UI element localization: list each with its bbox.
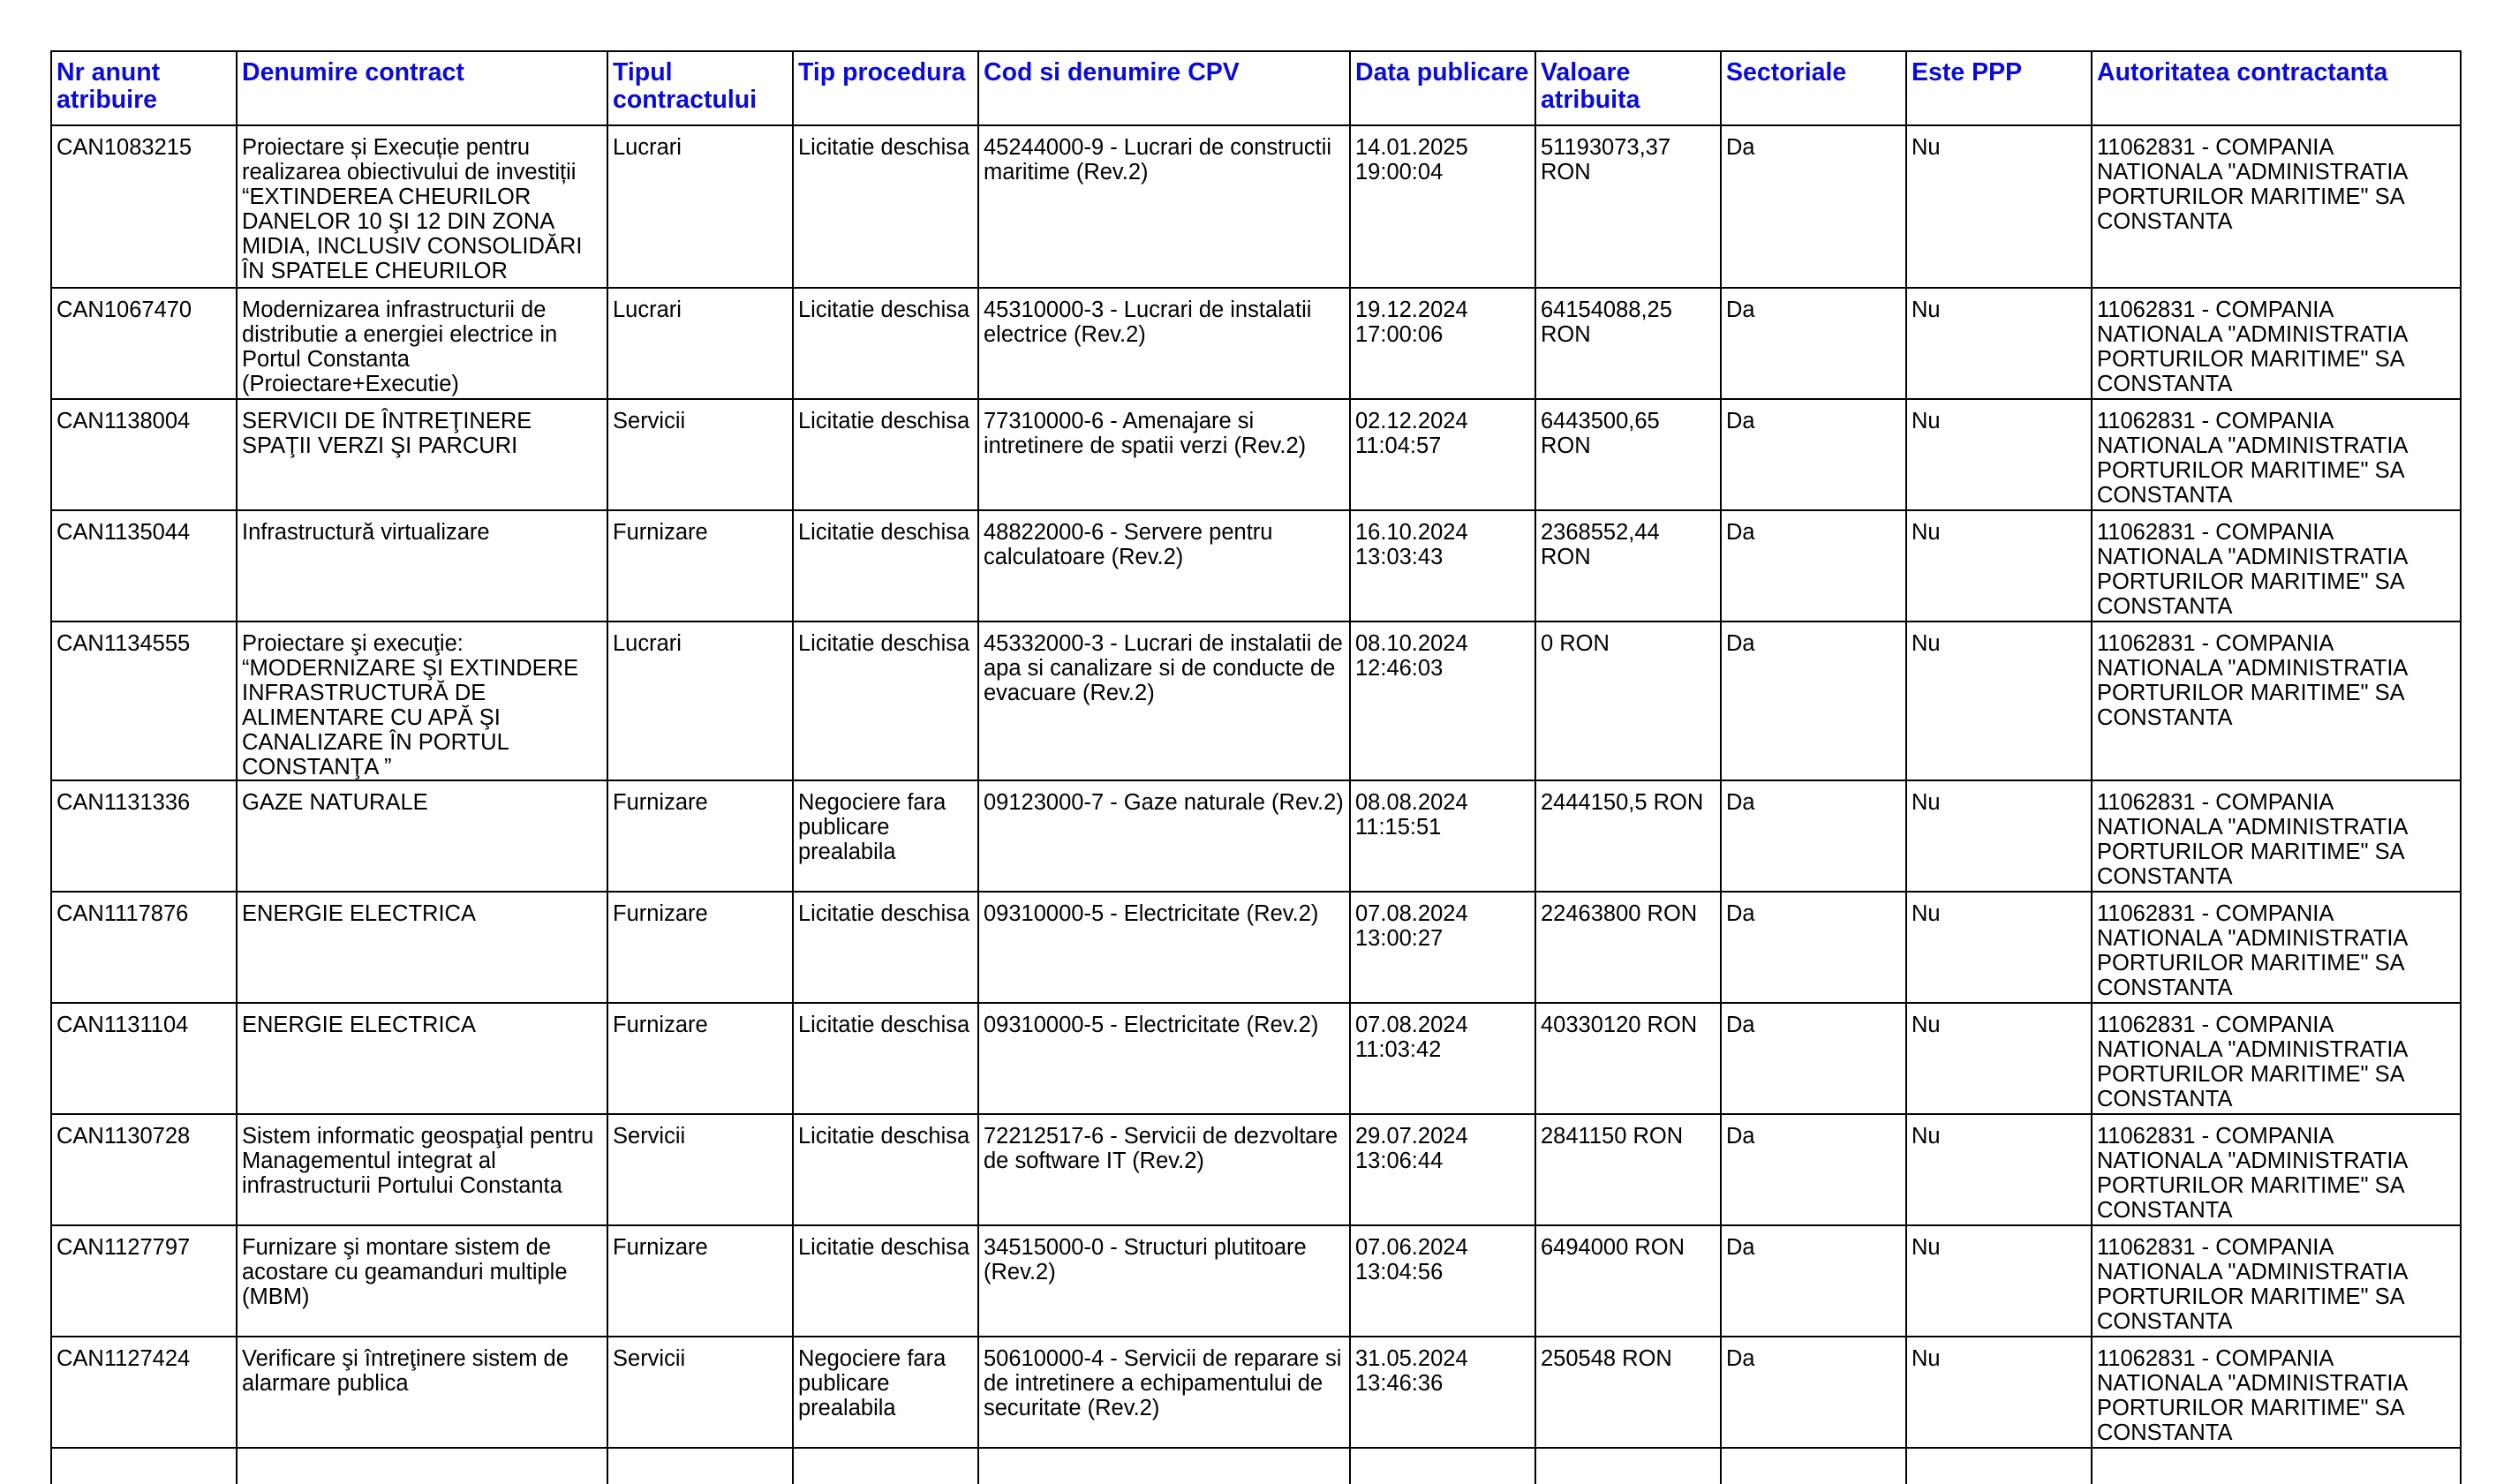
cell-sectoriale: Da	[1721, 288, 1906, 399]
cell-ppp: Nu	[1906, 621, 2092, 780]
table-row-partial	[51, 1448, 2461, 1484]
cell-valoare: 2841150 RON	[1535, 1114, 1721, 1225]
cell-data: 07.06.2024 13:04:56	[1350, 1225, 1535, 1337]
cell-tip-contract: Servicii	[607, 399, 793, 510]
cell-tip-contract: Furnizare	[607, 780, 793, 892]
cell-cpv: 45244000-9 - Lucrari de constructii maritime (Rev.2)	[978, 125, 1350, 288]
cell-sectoriale: Da	[1721, 1337, 1906, 1448]
cell-sectoriale: Da	[1721, 1114, 1906, 1225]
header-tipul-contractului: Tipul contractului	[607, 51, 793, 125]
cell-data: 31.05.2024 13:46:36	[1350, 1337, 1535, 1448]
contracts-table	[50, 50, 2462, 1484]
cell-tip-procedura: Licitatie deschisa	[793, 399, 978, 510]
cell-nr-anunt: CAN1127424	[51, 1337, 237, 1448]
cell-autoritate: 11062831 - COMPANIA NATIONALA "ADMINISTRATIA PORTURILOR MARITIME" SA CONSTANTA	[2092, 892, 2461, 1003]
cell-autoritate: 11062831 - COMPANIA NATIONALA "ADMINISTRATIA PORTURILOR MARITIME" SA CONSTANTA	[2092, 510, 2461, 621]
cell-cpv: 50610000-4 - Servicii de reparare si de intretinere a echipamentului de securitate (Rev.2)	[978, 1337, 1350, 1448]
cell-ppp: Nu	[1906, 1337, 2092, 1448]
cell-sectoriale: Da	[1721, 125, 1906, 288]
cell-autoritate: 11062831 - COMPANIA NATIONALA "ADMINISTRATIA PORTURILOR MARITIME" SA CONSTANTA	[2092, 1003, 2461, 1114]
cell-tip-procedura: Licitatie deschisa	[793, 510, 978, 621]
cell-ppp: Nu	[1906, 1225, 2092, 1337]
cell-data: 08.08.2024 11:15:51	[1350, 780, 1535, 892]
cell-nr-anunt: CAN1127797	[51, 1225, 237, 1337]
cell-valoare: 40330120 RON	[1535, 1003, 1721, 1114]
cell-valoare: 6494000 RON	[1535, 1225, 1721, 1337]
header-autoritate: Autoritatea contractanta	[2092, 51, 2461, 125]
cell-cpv: 77310000-6 - Amenajare si intretinere de spatii verzi (Rev.2)	[978, 399, 1350, 510]
cell-sectoriale: Da	[1721, 621, 1906, 780]
cell-autoritate: 11062831 - COMPANIA NATIONALA "ADMINISTRATIA PORTURILOR MARITIME" SA CONSTANTA	[2092, 1337, 2461, 1448]
cell-tip-contract: Lucrari	[607, 125, 793, 288]
header-este-ppp: Este PPP	[1906, 51, 2092, 125]
cell-valoare: 22463800 RON	[1535, 892, 1721, 1003]
cell-denumire: ENERGIE ELECTRICA	[237, 892, 607, 1003]
cell-tip-procedura: Negociere fara publicare prealabila	[793, 780, 978, 892]
cell-empty	[1350, 1448, 1535, 1484]
cell-data: 08.10.2024 12:46:03	[1350, 621, 1535, 780]
cell-cpv: 48822000-6 - Servere pentru calculatoare (Rev.2)	[978, 510, 1350, 621]
cell-empty	[51, 1448, 237, 1484]
cell-valoare: 2368552,44 RON	[1535, 510, 1721, 621]
table-row	[51, 1114, 2461, 1225]
cell-ppp: Nu	[1906, 1003, 2092, 1114]
cell-ppp: Nu	[1906, 1114, 2092, 1225]
cell-tip-procedura: Licitatie deschisa	[793, 892, 978, 1003]
cell-denumire: SERVICII DE ÎNTREŢINERE SPAŢII VERZI ŞI PARCURI	[237, 399, 607, 510]
cell-nr-anunt: CAN1138004	[51, 399, 237, 510]
cell-denumire: Sistem informatic geospaţial pentru Managementul integrat al infrastructurii Portului Constanta	[237, 1114, 607, 1225]
table-row	[51, 621, 2461, 780]
cell-tip-contract: Servicii	[607, 1114, 793, 1225]
cell-nr-anunt: CAN1135044	[51, 510, 237, 621]
cell-autoritate: 11062831 - COMPANIA NATIONALA "ADMINISTRATIA PORTURILOR MARITIME" SA CONSTANTA	[2092, 780, 2461, 892]
cell-denumire: ENERGIE ELECTRICA	[237, 1003, 607, 1114]
cell-valoare: 51193073,37 RON	[1535, 125, 1721, 288]
cell-tip-procedura: Licitatie deschisa	[793, 1114, 978, 1225]
table-row	[51, 780, 2461, 892]
cell-sectoriale: Da	[1721, 1003, 1906, 1114]
cell-ppp: Nu	[1906, 288, 2092, 399]
cell-denumire: Modernizarea infrastructurii de distributie a energiei electrice in Portul Constanta (Proiectare+Executie)	[237, 288, 607, 399]
cell-cpv: 09310000-5 - Electricitate (Rev.2)	[978, 1003, 1350, 1114]
cell-empty	[1721, 1448, 1906, 1484]
cell-tip-contract: Lucrari	[607, 621, 793, 780]
cell-ppp: Nu	[1906, 125, 2092, 288]
cell-tip-contract: Servicii	[607, 1337, 793, 1448]
cell-sectoriale: Da	[1721, 510, 1906, 621]
table-row	[51, 1225, 2461, 1337]
cell-empty	[793, 1448, 978, 1484]
cell-autoritate: 11062831 - COMPANIA NATIONALA "ADMINISTRATIA PORTURILOR MARITIME" SA CONSTANTA	[2092, 1114, 2461, 1225]
cell-data: 16.10.2024 13:03:43	[1350, 510, 1535, 621]
cell-denumire: Furnizare şi montare sistem de acostare cu geamanduri multiple (MBM)	[237, 1225, 607, 1337]
cell-autoritate: 11062831 - COMPANIA NATIONALA "ADMINISTRATIA PORTURILOR MARITIME" SA CONSTANTA	[2092, 125, 2461, 288]
table-header-row	[51, 51, 2461, 125]
cell-autoritate: 11062831 - COMPANIA NATIONALA "ADMINISTRATIA PORTURILOR MARITIME" SA CONSTANTA	[2092, 288, 2461, 399]
table-row	[51, 399, 2461, 510]
cell-valoare: 6443500,65 RON	[1535, 399, 1721, 510]
cell-data: 07.08.2024 11:03:42	[1350, 1003, 1535, 1114]
cell-nr-anunt: CAN1131104	[51, 1003, 237, 1114]
cell-tip-contract: Furnizare	[607, 1225, 793, 1337]
cell-valoare: 2444150,5 RON	[1535, 780, 1721, 892]
header-sectoriale: Sectoriale	[1721, 51, 1906, 125]
cell-valoare: 250548 RON	[1535, 1337, 1721, 1448]
cell-ppp: Nu	[1906, 892, 2092, 1003]
table-row	[51, 892, 2461, 1003]
cell-tip-contract: Furnizare	[607, 892, 793, 1003]
cell-cpv: 34515000-0 - Structuri plutitoare (Rev.2)	[978, 1225, 1350, 1337]
cell-tip-procedura: Licitatie deschisa	[793, 288, 978, 399]
table-row	[51, 288, 2461, 399]
cell-cpv: 09310000-5 - Electricitate (Rev.2)	[978, 892, 1350, 1003]
cell-ppp: Nu	[1906, 510, 2092, 621]
header-denumire-contract: Denumire contract	[237, 51, 607, 125]
cell-data: 02.12.2024 11:04:57	[1350, 399, 1535, 510]
cell-nr-anunt: CAN1117876	[51, 892, 237, 1003]
cell-tip-contract: Lucrari	[607, 288, 793, 399]
cell-denumire: Proiectare și Execuție pentru realizarea obiectivului de investiții “EXTINDEREA CHEURILOR DANELOR 10 ŞI 12 DIN ZONA MIDIA, INCLUSIV CONSOLIDĂRI ÎN SPATELE CHEURILOR	[237, 125, 607, 288]
cell-tip-procedura: Licitatie deschisa	[793, 1225, 978, 1337]
cell-denumire: Infrastructură virtualizare	[237, 510, 607, 621]
cell-empty	[237, 1448, 607, 1484]
cell-data: 14.01.2025 19:00:04	[1350, 125, 1535, 288]
header-nr-anunt: Nr anunt atribuire	[51, 51, 237, 125]
cell-tip-procedura: Licitatie deschisa	[793, 621, 978, 780]
cell-data: 29.07.2024 13:06:44	[1350, 1114, 1535, 1225]
cell-nr-anunt: CAN1131336	[51, 780, 237, 892]
cell-denumire: GAZE NATURALE	[237, 780, 607, 892]
cell-data: 07.08.2024 13:00:27	[1350, 892, 1535, 1003]
cell-sectoriale: Da	[1721, 780, 1906, 892]
header-valoare-atribuita: Valoare atribuita	[1535, 51, 1721, 125]
header-tip-procedura: Tip procedura	[793, 51, 978, 125]
cell-cpv: 72212517-6 - Servicii de dezvoltare de software IT (Rev.2)	[978, 1114, 1350, 1225]
cell-tip-procedura: Negociere fara publicare prealabila	[793, 1337, 978, 1448]
table-row	[51, 1337, 2461, 1448]
header-data-publicare: Data publicare	[1350, 51, 1535, 125]
cell-tip-procedura: Licitatie deschisa	[793, 1003, 978, 1114]
table-row	[51, 510, 2461, 621]
cell-sectoriale: Da	[1721, 892, 1906, 1003]
cell-cpv: 45332000-3 - Lucrari de instalatii de apa si canalizare si de conducte de evacuare (Rev.2)	[978, 621, 1350, 780]
table-row	[51, 1003, 2461, 1114]
contracts-document	[50, 50, 2460, 1484]
cell-sectoriale: Da	[1721, 399, 1906, 510]
cell-denumire: Verificare şi întreţinere sistem de alarmare publica	[237, 1337, 607, 1448]
cell-empty	[2092, 1448, 2461, 1484]
cell-cpv: 09123000-7 - Gaze naturale (Rev.2)	[978, 780, 1350, 892]
cell-autoritate: 11062831 - COMPANIA NATIONALA "ADMINISTRATIA PORTURILOR MARITIME" SA CONSTANTA	[2092, 621, 2461, 780]
cell-nr-anunt: CAN1134555	[51, 621, 237, 780]
cell-valoare: 64154088,25 RON	[1535, 288, 1721, 399]
cell-tip-procedura: Licitatie deschisa	[793, 125, 978, 288]
cell-empty	[1906, 1448, 2092, 1484]
cell-nr-anunt: CAN1067470	[51, 288, 237, 399]
table-row	[51, 125, 2461, 288]
cell-empty	[1535, 1448, 1721, 1484]
cell-tip-contract: Furnizare	[607, 1003, 793, 1114]
cell-ppp: Nu	[1906, 780, 2092, 892]
cell-autoritate: 11062831 - COMPANIA NATIONALA "ADMINISTRATIA PORTURILOR MARITIME" SA CONSTANTA	[2092, 399, 2461, 510]
cell-denumire: Proiectare şi execuţie: “MODERNIZARE ŞI EXTINDERE INFRASTRUCTURĂ DE ALIMENTARE CU APĂ ŞI CANALIZARE ÎN PORTUL CONSTANŢA ”	[237, 621, 607, 780]
cell-cpv: 45310000-3 - Lucrari de instalatii electrice (Rev.2)	[978, 288, 1350, 399]
cell-data: 19.12.2024 17:00:06	[1350, 288, 1535, 399]
cell-valoare: 0 RON	[1535, 621, 1721, 780]
cell-sectoriale: Da	[1721, 1225, 1906, 1337]
cell-empty	[978, 1448, 1350, 1484]
cell-nr-anunt: CAN1130728	[51, 1114, 237, 1225]
cell-empty	[607, 1448, 793, 1484]
header-cod-cpv: Cod si denumire CPV	[978, 51, 1350, 125]
cell-tip-contract: Furnizare	[607, 510, 793, 621]
cell-autoritate: 11062831 - COMPANIA NATIONALA "ADMINISTRATIA PORTURILOR MARITIME" SA CONSTANTA	[2092, 1225, 2461, 1337]
cell-ppp: Nu	[1906, 399, 2092, 510]
cell-nr-anunt: CAN1083215	[51, 125, 237, 288]
